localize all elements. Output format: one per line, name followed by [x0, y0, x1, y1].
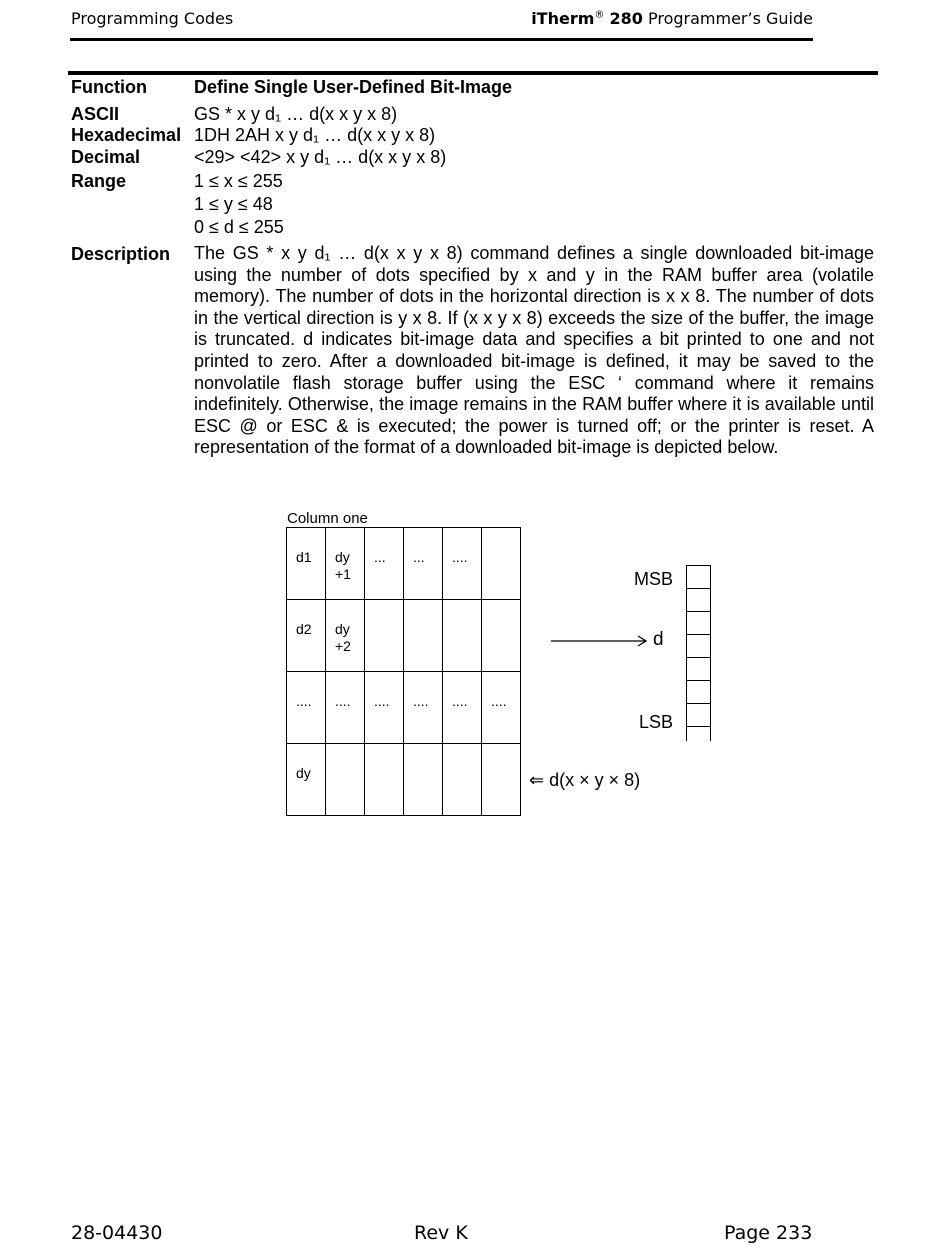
running-header-left: Programming Codes: [71, 9, 234, 28]
grid-row: [287, 600, 521, 672]
grid-cell: ....: [443, 528, 482, 600]
section-rule: [68, 71, 878, 75]
footer-doc-number: 28-04430: [71, 1222, 163, 1244]
description-text: The GS * x y d₁ … d(x x y x 8) command defines a single downloaded bit-image using the number of dots specified by x and y in the RAM buffer area (volatile memory). The number of dots in the horizontal direction is x x 8. The number of dots in the vertical direction is y x 8. If (x x y x 8) exceeds the size of the buffer, the image is truncated. d indicates bit-image data and specifies a bit printed to one and not printed to zero. After a downloaded bit-image is defined, it may be saved to the nonvolatile flash storage buffer using the ESC ‘ command where it remains indefinitely. Otherwise, the image remains in the RAM buffer where it is available until ESC @ or ESC & is executed; the power is turned off; or the printer is reset. A representation of the format of a downloaded bit-image is depicted below.: [194, 243, 874, 458]
function-label: Function: [71, 77, 147, 97]
bit-cell: [686, 634, 711, 657]
bit-cell: [686, 588, 711, 611]
grid-cell: dy +2: [326, 600, 365, 672]
ascii-value: GS * x y d₁ … d(x x y x 8): [194, 104, 398, 124]
range-y: 1 ≤ y ≤ 48: [194, 194, 273, 214]
grid-cell: [326, 744, 365, 816]
last-byte-label: ⇐ d(x × y × 8): [529, 770, 641, 790]
model-number: 280: [609, 9, 643, 28]
grid-cell: [443, 744, 482, 816]
decimal-label: Decimal: [71, 147, 141, 167]
grid-cell: [443, 600, 482, 672]
grid-cell: d2: [287, 600, 326, 672]
grid-cell: ...: [404, 528, 443, 600]
bit-cell: [686, 657, 711, 680]
grid-cell: ....: [326, 672, 365, 744]
bit-cell: [686, 565, 711, 588]
decimal-value: <29> <42> x y d₁ … d(x x y x 8): [194, 147, 447, 167]
range-x: 1 ≤ x ≤ 255: [194, 171, 283, 191]
bit-cell: [686, 611, 711, 634]
bit-cell: [686, 703, 711, 726]
brand-name: iTherm: [531, 9, 595, 28]
grid-cell: [482, 600, 521, 672]
range-label: Range: [71, 171, 127, 191]
grid-cell: ...: [365, 528, 404, 600]
header-rule: [70, 38, 813, 41]
range-d: 0 ≤ d ≤ 255: [194, 217, 284, 237]
grid-row: [287, 744, 521, 816]
bit-image-grid: [286, 527, 521, 816]
grid-row: [287, 672, 521, 744]
grid-cell: ....: [365, 672, 404, 744]
description-label: Description: [71, 244, 171, 264]
hex-value: 1DH 2AH x y d₁ … d(x x y x 8): [194, 125, 436, 145]
grid-cell: [482, 528, 521, 600]
diagram-caption: Column one: [287, 510, 368, 527]
grid-cell: dy +1: [326, 528, 365, 600]
grid-cell: ....: [404, 672, 443, 744]
bit-cell: [686, 680, 711, 703]
msb-label: MSB: [634, 569, 674, 589]
guide-title: Programmer’s Guide: [647, 9, 813, 28]
grid-cell: ....: [443, 672, 482, 744]
running-header-right: [531, 9, 813, 28]
registered-mark: ®: [594, 9, 605, 21]
grid-cell: [404, 600, 443, 672]
grid-cell: ....: [482, 672, 521, 744]
ascii-label: ASCII: [71, 104, 120, 124]
grid-cell: [404, 744, 443, 816]
data-byte-label: d: [653, 629, 664, 650]
grid-cell: d1: [287, 528, 326, 600]
grid-row: [287, 528, 521, 600]
grid-cell: dy: [287, 744, 326, 816]
grid-cell: [482, 744, 521, 816]
hex-label: Hexadecimal: [71, 125, 182, 145]
footer-page-number: Page 233: [724, 1222, 813, 1244]
lsb-label: LSB: [639, 712, 674, 732]
right-arrow-icon: [550, 632, 650, 648]
grid-cell: ....: [287, 672, 326, 744]
grid-cell: [365, 744, 404, 816]
function-value: Define Single User-Defined Bit-Image: [194, 77, 513, 97]
footer-revision: Rev K: [414, 1222, 468, 1244]
grid-cell: [365, 600, 404, 672]
bit-stack: [686, 565, 711, 741]
bit-cell: [686, 726, 711, 741]
